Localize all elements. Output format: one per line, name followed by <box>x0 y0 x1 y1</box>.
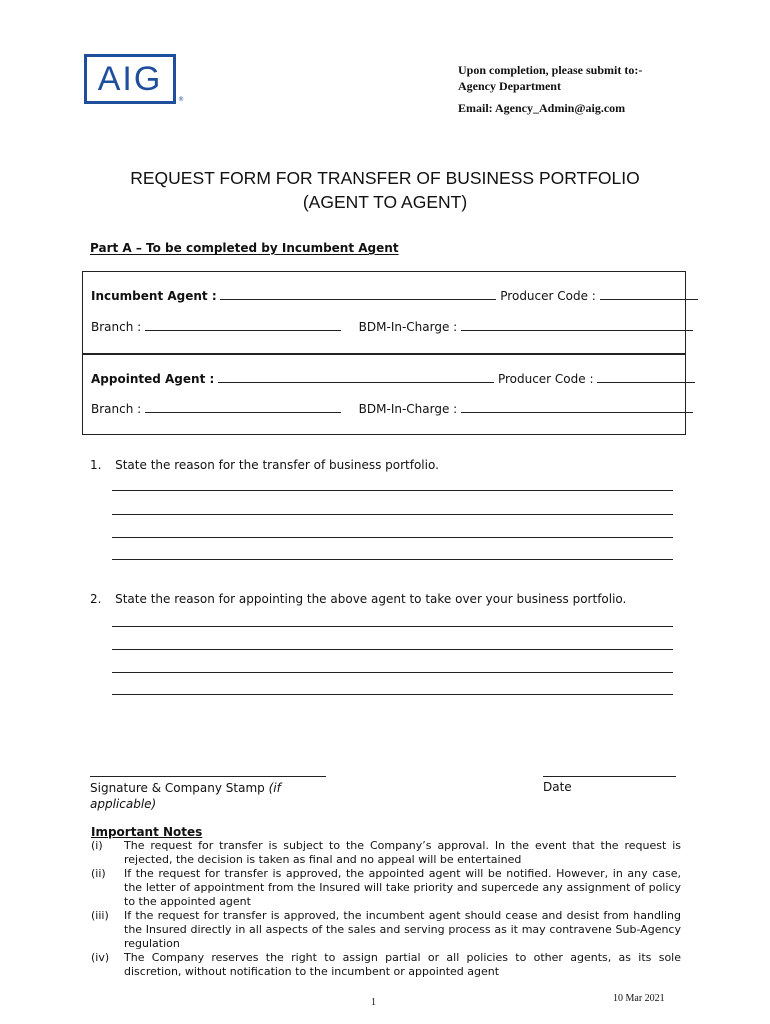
submission-info <box>458 62 642 116</box>
note-text: The request for transfer is subject to the Company’s approval. In the event that the request is rejected, the decision is taken as final and no appeal will be entertained <box>124 839 681 866</box>
incumbent-agent-section <box>82 271 686 354</box>
appointed-agent-field[interactable] <box>218 372 494 383</box>
appointed-bdm-field[interactable] <box>461 402 693 413</box>
signature-label-text: Signature & Company Stamp <box>90 781 269 795</box>
appointed-branch-label: Branch : <box>91 402 142 416</box>
incumbent-branch-row <box>91 320 693 334</box>
revision-date: 10 Mar 2021 <box>613 993 665 1004</box>
question-2-text: State the reason for appointing the above agent to take over your business portfolio. <box>115 592 627 606</box>
appointed-producer-code-field[interactable] <box>597 372 695 383</box>
question-2 <box>90 592 626 606</box>
form-title-line1: REQUEST FORM FOR TRANSFER OF BUSINESS PORTFOLIO <box>130 168 640 188</box>
incumbent-agent-label: Incumbent Agent : <box>91 289 217 303</box>
submit-instruction: Upon completion, please submit to:- <box>458 63 643 77</box>
reason-2-line-3[interactable] <box>112 672 673 673</box>
appointed-agent-section <box>82 354 686 435</box>
aig-logo <box>84 54 176 104</box>
reason-1-line-4[interactable] <box>112 559 673 560</box>
incumbent-producer-code-label: Producer Code : <box>500 289 596 303</box>
note-text: If the request for transfer is approved, the incumbent agent should cease and desist from handling the Insured directly in all aspects of the sales and serving process as it may contravene Sub-Agency regulation <box>124 909 681 950</box>
note-number: (iii) <box>91 909 109 922</box>
incumbent-agent-row <box>91 289 698 303</box>
reason-2-line-2[interactable] <box>112 649 673 650</box>
incumbent-branch-label: Branch : <box>91 320 142 334</box>
note-item <box>91 839 681 867</box>
note-item <box>91 951 681 979</box>
appointed-agent-row <box>91 372 695 386</box>
reason-2-line-1[interactable] <box>112 626 673 627</box>
part-a-heading: Part A – To be completed by Incumbent Agent <box>90 241 399 255</box>
note-text: If the request for transfer is approved, the appointed agent will be notified. However, in any case, the letter of appointment from the Insured will take priority and supercede any assignment of policy to the appointed agent <box>124 867 681 908</box>
appointed-producer-code-label: Producer Code : <box>497 372 594 386</box>
note-number: (ii) <box>91 867 106 880</box>
appointed-branch-field[interactable] <box>145 402 341 413</box>
note-text: The Company reserves the right to assign partial or all policies to other agents, as its sole discretion, without notification to the incumbent or appointed agent <box>124 951 681 978</box>
note-item <box>91 909 681 951</box>
incumbent-branch-field[interactable] <box>145 320 341 331</box>
form-title-line2: (AGENT TO AGENT) <box>302 192 468 212</box>
important-notes <box>91 825 681 979</box>
submit-email: Email: Agency_Admin@aig.com <box>458 101 626 115</box>
reason-1-line-1[interactable] <box>112 490 673 491</box>
appointed-bdm-label: BDM-In-Charge : <box>358 402 458 416</box>
signature-line[interactable] <box>90 776 326 777</box>
question-2-number: 2. <box>90 592 102 606</box>
trademark-mark: ® <box>178 96 184 103</box>
appointed-agent-label: Appointed Agent : <box>91 372 215 386</box>
date-label: Date <box>543 780 572 794</box>
question-1 <box>90 458 439 472</box>
reason-1-line-2[interactable] <box>112 514 673 515</box>
note-number: (iv) <box>91 951 110 964</box>
question-1-number: 1. <box>90 458 102 472</box>
submit-department: Agency Department <box>458 79 561 93</box>
incumbent-producer-code-field[interactable] <box>600 289 698 300</box>
reason-1-line-3[interactable] <box>112 537 673 538</box>
important-notes-heading: Important Notes <box>91 825 203 839</box>
incumbent-agent-field[interactable] <box>220 289 496 300</box>
note-item <box>91 867 681 909</box>
date-line[interactable] <box>543 776 676 777</box>
question-1-text: State the reason for the transfer of business portfolio. <box>115 458 439 472</box>
note-number: (i) <box>91 839 103 852</box>
logo-text: AIG <box>97 60 163 98</box>
incumbent-bdm-field[interactable] <box>461 320 693 331</box>
page-number: 1 <box>371 997 376 1008</box>
appointed-branch-row <box>91 402 693 416</box>
signature-label <box>90 780 290 812</box>
signature-label-italic: (if applicable) <box>90 781 281 811</box>
incumbent-bdm-label: BDM-In-Charge : <box>358 320 458 334</box>
reason-2-line-4[interactable] <box>112 694 673 695</box>
